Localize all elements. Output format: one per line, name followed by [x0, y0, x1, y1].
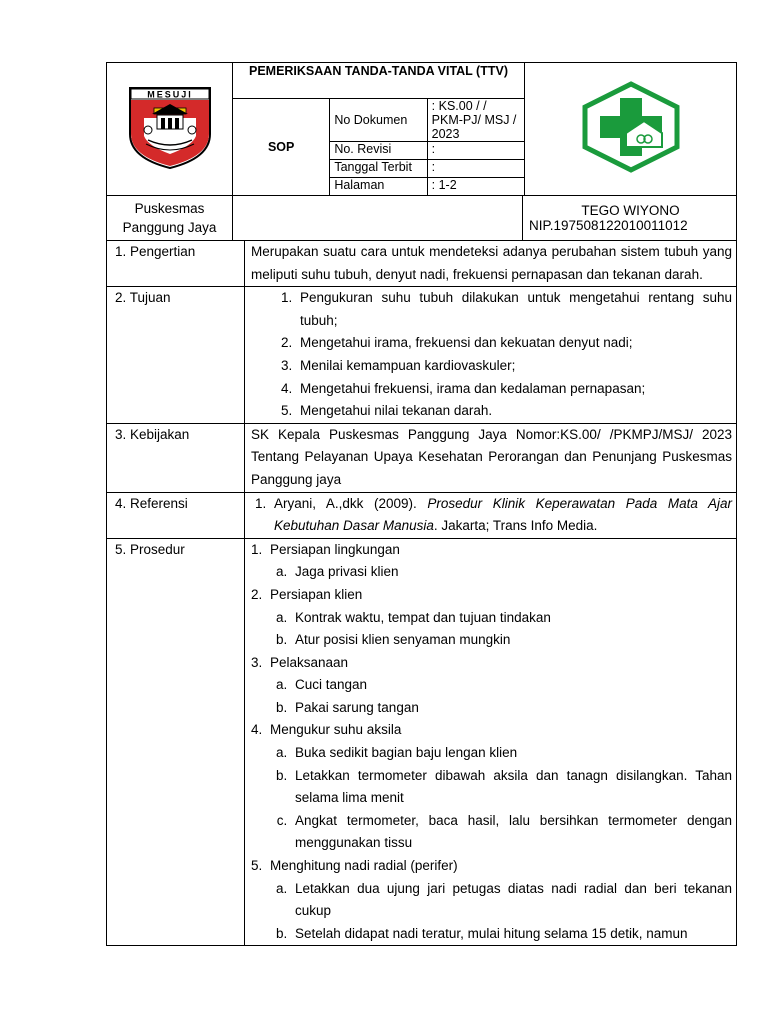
- meta-label-revisi: No. Revisi: [330, 142, 427, 160]
- section-label-pengertian: 1. Pengertian: [107, 241, 245, 287]
- left-logo-cell: [107, 63, 233, 196]
- sop-document: [106, 62, 737, 946]
- prosedur-step-title: 3. Pelaksanaan: [270, 654, 349, 670]
- prosedur-substep: a. Jaga privasi klien: [291, 561, 732, 584]
- section-referensi: [245, 492, 737, 538]
- prosedur-step-title: 5. Menghitung nadi radial (perifer): [270, 858, 458, 874]
- section-tujuan: [245, 287, 737, 424]
- prosedur-step-title: 4. Mengukur suhu aksila: [270, 722, 402, 738]
- crest-text: MESUJI: [146, 89, 193, 100]
- prosedur-substep: b. Letakkan termometer dibawah aksila dan tanagn disilangkan. Tahan selama lima menit: [291, 765, 732, 810]
- section-pengertian-text: Merupakan suatu cara untuk mendeteksi adanya perubahan sistem tubuh yang meliputi suhu tubuh, denyut nadi, frekuensi pernapasan dan tekanan darah.: [245, 241, 737, 287]
- mesuji-regency-crest-icon: [124, 84, 216, 170]
- signatory: [523, 196, 737, 241]
- referensi-list: [251, 493, 732, 538]
- prosedur-step: [266, 652, 732, 720]
- prosedur-substep: c. Angkat termometer, baca hasil, lalu bersihkan termometer dengan menggunakan tissu: [291, 810, 732, 855]
- prosedur-substep-list: [270, 607, 732, 652]
- prosedur-step: [266, 584, 732, 652]
- tujuan-list: [251, 287, 732, 423]
- meta-label-no-dokumen: No Dokumen: [330, 99, 427, 142]
- prosedur-step-title: 2. Persiapan klien: [270, 586, 363, 602]
- signature-table: [106, 195, 737, 241]
- meta-label-halaman: Halaman: [330, 178, 427, 196]
- prosedur-substep: a. Buka sedikit bagian baju lengan klien: [291, 742, 732, 765]
- meta-value-halaman: : 1-2: [427, 178, 524, 196]
- prosedur-step: [266, 855, 732, 945]
- prosedur-step: [266, 719, 732, 855]
- prosedur-list: [245, 539, 732, 946]
- meta-value-tanggal: :: [427, 160, 524, 178]
- meta-value-no-dokumen: : KS.00 / / PKM-PJ/ MSJ / 2023: [427, 99, 524, 142]
- prosedur-substep: a. Cuci tangan: [291, 674, 732, 697]
- section-label-kebijakan: 3. Kebijakan: [107, 423, 245, 492]
- institution-name: Puskesmas Panggung Jaya: [107, 196, 233, 241]
- prosedur-substep: b. Atur posisi klien senyaman mungkin: [291, 629, 732, 652]
- prosedur-substep-list: [270, 742, 732, 855]
- prosedur-substep: b. Setelah didapat nadi teratur, mulai hitung selama 15 detik, namun: [291, 923, 732, 946]
- tujuan-item: 2. Mengetahui irama, frekuensi dan kekuatan denyut nadi;: [296, 332, 732, 355]
- sop-label: SOP: [233, 99, 330, 196]
- tujuan-item: 5. Mengetahui nilai tekanan darah.: [296, 400, 732, 423]
- content-table: [106, 240, 737, 946]
- meta-label-tanggal: Tanggal Terbit: [330, 160, 427, 178]
- tujuan-item: 1. Pengukuran suhu tubuh dilakukan untuk mengetahui rentang suhu tubuh;: [296, 287, 732, 332]
- puskesmas-green-cross-icon: [580, 81, 682, 173]
- section-prosedur: [245, 538, 737, 946]
- section-label-prosedur: 5. Prosedur: [107, 538, 245, 946]
- prosedur-substep: a. Letakkan dua ujung jari petugas diatas nadi radial dan beri tekanan cukup: [291, 878, 732, 923]
- section-label-referensi: 4. Referensi: [107, 492, 245, 538]
- right-logo-cell: [525, 63, 737, 196]
- prosedur-substep-list: [270, 561, 732, 584]
- tujuan-item: 4. Mengetahui frekuensi, irama dan kedalaman pernapasan;: [296, 378, 732, 401]
- prosedur-step-title: 1. Persiapan lingkungan: [270, 541, 400, 557]
- header-table: [106, 62, 737, 196]
- prosedur-substep: b. Pakai sarung tangan: [291, 697, 732, 720]
- section-kebijakan-text: SK Kepala Puskesmas Panggung Jaya Nomor:KS.00/ /PKMPJ/MSJ/ 2023 Tentang Pelayanan Upaya Kesehatan Perorangan dan Penunjang Puskesmas Panggung jaya: [245, 423, 737, 492]
- meta-value-revisi: :: [427, 142, 524, 160]
- prosedur-step: [266, 539, 732, 584]
- reference-publisher: . Jakarta; Trans Info Media.: [433, 518, 598, 534]
- signatory-name: TEGO WIYONO: [581, 203, 680, 218]
- prosedur-substep-list: [270, 878, 732, 946]
- signature-blank: [233, 196, 523, 241]
- reference-author: Aryani, A.,dkk (2009).: [274, 495, 428, 511]
- section-label-tujuan: 2. Tujuan: [107, 287, 245, 424]
- prosedur-substep-list: [270, 674, 732, 719]
- reference-title: Prosedur Klinik Keperawatan Pada Mata Ajar Kebutuhan Dasar Manusia: [274, 495, 732, 534]
- signatory-nip: NIP.197508122010011012: [529, 218, 688, 233]
- prosedur-substep: a. Kontrak waktu, tempat dan tujuan tindakan: [291, 607, 732, 630]
- document-title: PEMERIKSAAN TANDA-TANDA VITAL (TTV): [233, 63, 525, 99]
- tujuan-item: 3. Menilai kemampuan kardiovaskuler;: [296, 355, 732, 378]
- reference-item: [270, 493, 732, 538]
